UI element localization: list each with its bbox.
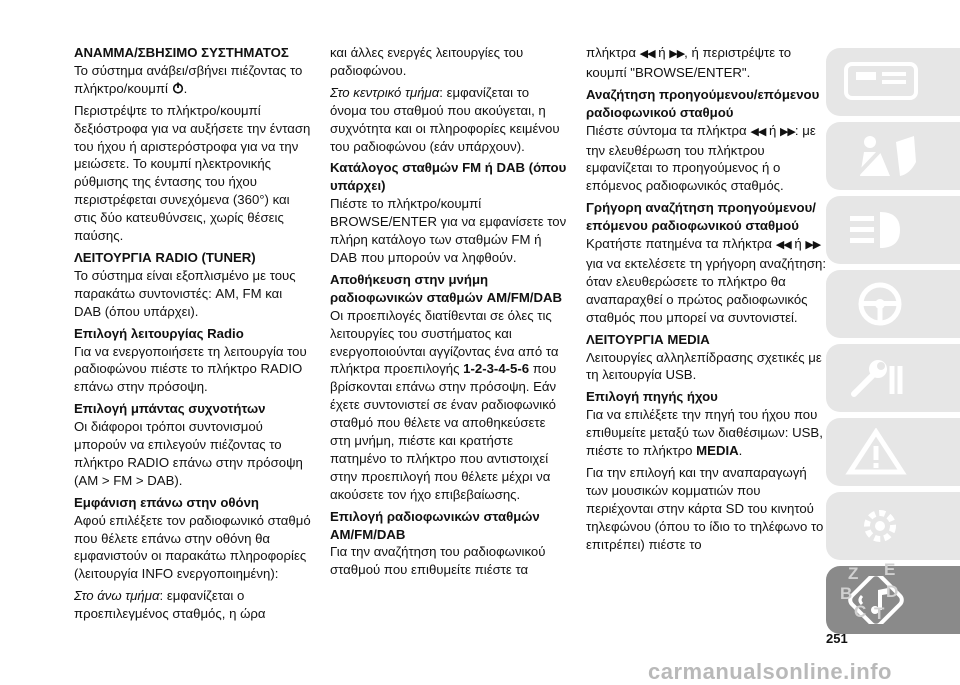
heading-radio: ΛΕΙΤΟΥΡΓΙΑ RADIO (TUNER) (74, 249, 256, 265)
paragraph: Περιστρέψτε το πλήκτρο/κουμπί δεξιόστροφα για να αυξήσετε την ένταση του ήχου ή αριστερόστροφα για να την μειώσετε. Το κουμπί ηλεκτρονικής ρύθμισης της έντασης του ήχου περιστρέφεται συνεχόμενα (360°) και στις δύο κατευθύνσεις, χωρίς θέσεις παύσης. (74, 102, 311, 244)
steering-wheel-icon (840, 280, 930, 328)
tab-steering[interactable] (826, 270, 960, 338)
index-letter: D (886, 582, 899, 601)
tab-car-dashboard[interactable] (826, 48, 960, 116)
prev-track-icon: ◀◀ (639, 48, 655, 60)
paragraph: και άλλες ενεργές λειτουργίες του ραδιοφώνου. (330, 45, 524, 78)
paragraph: Λειτουργίες αλληλεπίδρασης σχετικές με τη λειτουργία USB. (586, 349, 822, 383)
paragraph: Κρατήστε πατημένα τα πλήκτρα ◀◀ ή ▶▶ για να εκτελέσετε τη γρήγορη αναζήτηση: όταν ελευθερώσετε το πλήκτρο θα αναπαραχθεί ο πρώτος ραδιοφωνικός σταθμός που μπορεί να συντονιστεί. (586, 236, 826, 325)
column-2 (330, 44, 568, 583)
heading-station-select: Επιλογή ραδιοφωνικών σταθμών AM/FM/DAB (330, 508, 540, 542)
column-1 (74, 44, 312, 627)
seat-belt-icon (840, 132, 930, 180)
paragraph: Το σύστημα ανάβει/σβήνει πιέζοντας το πλήκτρο/κουμπί . (74, 62, 303, 96)
paragraph: Οι διάφοροι τρόποι συντονισμού μπορούν να επιλεγούν πιέζοντας το πλήκτρο RADIO επάνω στην πρόσοψη (AM > FM > DAB). (74, 419, 303, 488)
index-letter: C (854, 602, 867, 621)
paragraph: πλήκτρα ◀◀ ή ▶▶, ή περιστρέψτε το κουμπί "BROWSE/ENTER". (586, 45, 792, 80)
chapter-sidebar (826, 48, 960, 640)
tab-emergency[interactable] (826, 418, 960, 486)
paragraph: Πιέστε σύντομα τα πλήκτρα ◀◀ ή ▶▶: με την ελευθέρωση του πλήκτρου εμφανίζεται το προηγούμενος ή ο επόμενος ραδιοφωνικός σταθμός. (586, 122, 816, 194)
next-track-icon: ▶▶ (779, 125, 795, 138)
wrench-icon (840, 354, 930, 402)
heading-memory: Αποθήκευση στην μνήμη ραδιοφωνικών σταθμών AM/FM/DAB (330, 271, 563, 305)
paragraph: Το σύστημα είναι εξοπλισμένο με τους παρακάτω συντονιστές: AM, FM και DAB (όπου υπάρχει). (74, 267, 296, 319)
heading-source: Επιλογή πηγής ήχου (586, 389, 718, 405)
paragraph: Για την επιλογή και την αναπαραγωγή των μουσικών κομματιών που περιέχονται στην κάρτα SD του κινητού τηλεφώνου (όπου το ίδιο το τηλέφωνο το επιτρέπει) πιέστε το (586, 464, 824, 552)
tab-service[interactable] (826, 492, 960, 560)
heading-seek: Αναζήτηση προηγούμενου/επόμενου ραδιοφωνικού σταθμού (586, 86, 820, 120)
lights-icon (840, 206, 930, 254)
paragraph: Οι προεπιλογές διατίθενται σε όλες τις λειτουργίες του συστήματος και ενεργοποιούνται αγγίζοντας ένα από τα πλήκτρα προεπιλογής 1-2-3-4-5-6 που βρίσκονται επάνω στην πρόσοψη. Εάν έχετε συντονιστεί σε έναν ραδιοφωνικό σταθμό που θέλετε να αποθηκεύσετε στη μνήμη, πιέστε και κρατήστε πατημένο το πλήκτρο που αντιστοιχεί στην προεπιλογή που θέλετε μέχρι να ακούσετε τον ήχο επιβεβαίωσης. (330, 307, 559, 502)
heading-radio-mode: Επιλογή λειτουργίας Radio (74, 325, 244, 341)
index-letter: T (874, 604, 885, 623)
prev-track-icon: ◀◀ (775, 239, 791, 252)
paragraph: Στο κεντρικό τμήμα: εμφανίζεται το όνομα του σταθμού που ακούγεται, η συχνότητα και οι πληροφορίες κειμένου του ραδιοφώνου (εάν υπάρχουν). (330, 84, 560, 154)
index-letter: Z (848, 564, 859, 583)
heading-band: Επιλογή μπάντας συχνοτήτων (74, 401, 266, 417)
paragraph: Αφού επιλέξετε τον ραδιοφωνικό σταθμό που θέλετε επάνω στην οθόνη θα εμφανιστούν οι παρακάτω πληροφορίες (λειτουργία INFO ενεργοποιημένη): (74, 512, 311, 582)
heading-display: Εμφάνιση επάνω στην οθόνη (74, 494, 259, 510)
watermark: carmanualsonline.info (648, 659, 892, 684)
paragraph: Για την αναζήτηση του ραδιοφωνικού σταθμού που επιθυμείτε πιέστε τα (330, 544, 546, 578)
paragraph: Για να επιλέξετε την πηγή του ήχου που επιθυμείτε μεταξύ των διαθέσιμων: USB, πιέστε το πλήκτρο MEDIA. (586, 407, 823, 459)
index-tab[interactable] (826, 560, 960, 634)
paragraph: Στο άνω τμήμα: εμφανίζεται ο προεπιλεγμένος σταθμός, η ώρα (74, 588, 266, 622)
column-3 (586, 44, 826, 557)
tab-seat-belt[interactable] (826, 122, 960, 190)
paragraph: Για να ενεργοποιήσετε τη λειτουργία του ραδιοφώνου πιέστε το πλήκτρο RADIO επάνω στην πρόσοψη. (74, 343, 307, 395)
power-knob-icon (172, 82, 184, 94)
prev-track-icon: ◀◀ (750, 125, 766, 138)
index-letter: E (884, 560, 896, 579)
index-letter: B (840, 584, 853, 603)
paragraph: Πιέστε το πλήκτρο/κουμπί BROWSE/ENTER για να εμφανίσετε τον πλήρη κατάλογο των σταθμών FM ή DAB που μπορούν να ληφθούν. (330, 196, 567, 265)
page-number: 251 (826, 631, 848, 646)
heading-fast-seek: Γρήγορη αναζήτηση προηγούμενου/επόμενου ραδιοφωνικού σταθμού (586, 200, 816, 234)
next-track-icon: ▶▶ (805, 239, 821, 252)
tab-maintenance[interactable] (826, 344, 960, 412)
heading-media: ΛΕΙΤΟΥΡΓΙΑ MEDIA (586, 331, 710, 347)
car-dashboard-icon (840, 58, 930, 106)
warning-triangle-icon (840, 428, 930, 476)
heading-power: ΑΝΑΜΜΑ/ΣΒΗΣΙΜΟ ΣΥΣΤΗΜΑΤΟΣ (74, 45, 289, 60)
heading-station-list: Κατάλογος σταθμών FM ή DAB (όπου υπάρχει) (330, 160, 567, 194)
service-gear-icon (840, 502, 930, 550)
next-track-icon: ▶▶ (669, 48, 685, 60)
tab-lights[interactable] (826, 196, 960, 264)
